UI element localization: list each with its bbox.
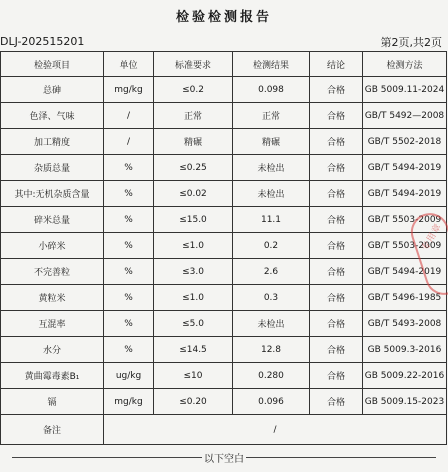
cell-conclusion: 合格 <box>310 77 363 103</box>
cell-standard: ≤10 <box>154 363 233 389</box>
cell-unit: % <box>104 181 154 207</box>
cell-result: 2.6 <box>233 259 310 285</box>
cell-result: 0.3 <box>233 285 310 311</box>
cell-method: GB/T 5492—2008 <box>363 103 447 129</box>
cell-method: GB/T 5503-2009 <box>363 233 447 259</box>
cell-unit: / <box>104 129 154 155</box>
cell-standard: ≤14.5 <box>154 337 233 363</box>
cell-result: 0.280 <box>233 363 310 389</box>
cell-standard: ≤15.0 <box>154 207 233 233</box>
cell-unit: % <box>104 311 154 337</box>
cell-item-name: 碎米总量 <box>1 207 104 233</box>
cell-conclusion: 合格 <box>310 181 363 207</box>
cell-result: 正常 <box>233 103 310 129</box>
cell-method: GB/T 5494-2019 <box>363 155 447 181</box>
cell-unit: % <box>104 155 154 181</box>
table-header-row <box>1 52 447 77</box>
header-conclusion: 结论 <box>310 52 363 77</box>
remark-value: / <box>104 415 447 445</box>
cell-result: 12.8 <box>233 337 310 363</box>
cell-item-name: 色泽、气味 <box>1 103 104 129</box>
header-item: 检验项目 <box>1 52 104 77</box>
report-title: 检验检测报告 <box>175 10 272 25</box>
cell-unit: / <box>104 103 154 129</box>
cell-standard: ≤1.0 <box>154 233 233 259</box>
cell-method: GB 5009.3-2016 <box>363 337 447 363</box>
cell-item-name: 黄曲霉毒素B₁ <box>1 363 104 389</box>
table-row <box>1 363 447 389</box>
cell-unit: ug/kg <box>104 363 154 389</box>
cell-unit: % <box>104 285 154 311</box>
cell-item-name: 加工精度 <box>1 129 104 155</box>
cell-standard: ≤1.0 <box>154 285 233 311</box>
cell-standard: ≤5.0 <box>154 311 233 337</box>
cell-method: GB/T 5502-2018 <box>363 129 447 155</box>
cell-conclusion: 合格 <box>310 129 363 155</box>
cell-result: 未检出 <box>233 181 310 207</box>
cell-standard: ≤3.0 <box>154 259 233 285</box>
header-standard: 标准要求 <box>154 52 233 77</box>
cell-conclusion: 合格 <box>310 103 363 129</box>
footer-line-right <box>246 457 436 458</box>
cell-item-name: 镉 <box>1 389 104 415</box>
page-info: 第2页,共2页 <box>380 36 442 49</box>
table-row <box>1 103 447 129</box>
table-row <box>1 311 447 337</box>
cell-method: GB/T 5493-2008 <box>363 311 447 337</box>
cell-result: 0.096 <box>233 389 310 415</box>
cell-result: 0.2 <box>233 233 310 259</box>
cell-result: 0.098 <box>233 77 310 103</box>
cell-conclusion: 合格 <box>310 337 363 363</box>
cell-conclusion: 合格 <box>310 155 363 181</box>
cell-unit: % <box>104 337 154 363</box>
report-number: DLJ-202515201 <box>0 35 85 48</box>
table-row <box>1 233 447 259</box>
table-row <box>1 389 447 415</box>
header-method: 检测方法 <box>363 52 447 77</box>
table-row <box>1 77 447 103</box>
cell-standard: ≤0.02 <box>154 181 233 207</box>
cell-unit: mg/kg <box>104 389 154 415</box>
cell-conclusion: 合格 <box>310 207 363 233</box>
table-row <box>1 285 447 311</box>
end-of-report <box>0 450 448 465</box>
cell-standard: ≤0.25 <box>154 155 233 181</box>
cell-method: GB/T 5494-2019 <box>363 259 447 285</box>
remark-row <box>1 415 447 445</box>
cell-standard: 正常 <box>154 103 233 129</box>
seal-stamp-text: 专用章 <box>420 221 445 253</box>
remark-label: 备注 <box>1 415 104 445</box>
cell-unit: mg/kg <box>104 77 154 103</box>
cell-result: 未检出 <box>233 155 310 181</box>
footer-line-left <box>12 457 202 458</box>
cell-standard: 精碾 <box>154 129 233 155</box>
cell-unit: % <box>104 207 154 233</box>
cell-conclusion: 合格 <box>310 233 363 259</box>
table-row <box>1 259 447 285</box>
end-text: 以下空白 <box>204 454 244 465</box>
table-row <box>1 129 447 155</box>
cell-result: 11.1 <box>233 207 310 233</box>
cell-conclusion: 合格 <box>310 363 363 389</box>
cell-item-name: 杂质总量 <box>1 155 104 181</box>
cell-unit: % <box>104 233 154 259</box>
cell-item-name: 水分 <box>1 337 104 363</box>
cell-conclusion: 合格 <box>310 285 363 311</box>
cell-result: 未检出 <box>233 311 310 337</box>
cell-conclusion: 合格 <box>310 311 363 337</box>
cell-unit: % <box>104 259 154 285</box>
cell-method: GB/T 5496-1985 <box>363 285 447 311</box>
cell-conclusion: 合格 <box>310 389 363 415</box>
cell-conclusion: 合格 <box>310 259 363 285</box>
cell-item-name: 不完善粒 <box>1 259 104 285</box>
cell-standard: ≤0.2 <box>154 77 233 103</box>
cell-item-name: 小碎米 <box>1 233 104 259</box>
cell-item-name: 总砷 <box>1 77 104 103</box>
cell-standard: ≤0.20 <box>154 389 233 415</box>
cell-method: GB 5009.22-2016 <box>363 363 447 389</box>
cell-method: GB/T 5494-2019 <box>363 181 447 207</box>
cell-result: 精碾 <box>233 129 310 155</box>
table-row <box>1 155 447 181</box>
cell-item-name: 其中:无机杂质含量 <box>1 181 104 207</box>
cell-item-name: 互混率 <box>1 311 104 337</box>
cell-item-name: 黄粒米 <box>1 285 104 311</box>
header-unit: 单位 <box>104 52 154 77</box>
header-result: 检测结果 <box>233 52 310 77</box>
cell-method: GB 5009.15-2023 <box>363 389 447 415</box>
cell-method: GB 5009.11-2024 <box>363 77 447 103</box>
table-row <box>1 207 447 233</box>
table-row <box>1 181 447 207</box>
results-table <box>0 51 447 445</box>
cell-method: GB/T 5503-2009 <box>363 207 447 233</box>
table-row <box>1 337 447 363</box>
